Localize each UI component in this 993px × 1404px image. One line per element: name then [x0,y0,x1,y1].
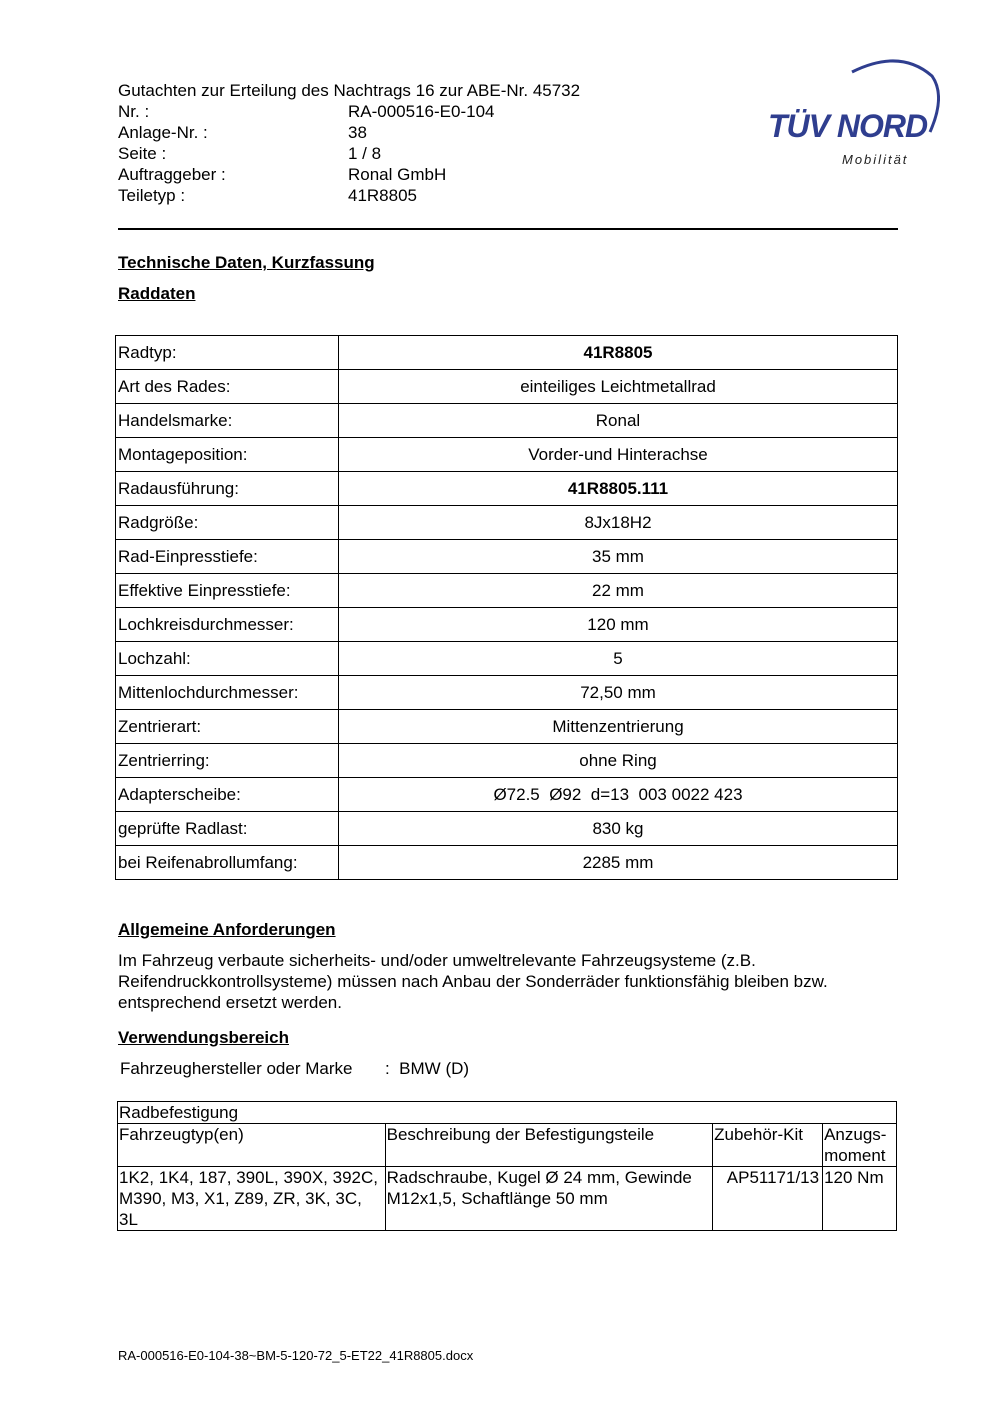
row-label: Radausführung: [116,472,339,506]
row-label: Mittenlochdurchmesser: [116,676,339,710]
row-label: Montageposition: [116,438,339,472]
header-value: RA-000516-E0-104 [348,102,495,121]
row-value: 41R8805 [339,336,898,370]
row-label: Radgröße: [116,506,339,540]
row-value: 8Jx18H2 [339,506,898,540]
column-header: Zubehör-Kit [713,1124,823,1167]
row-value: 72,50 mm [339,676,898,710]
row-value: 830 kg [339,812,898,846]
table-row [116,438,898,472]
row-label: Zentrierart: [116,710,339,744]
table-row [116,540,898,574]
vehicle-types-cell: 1K2, 1K4, 187, 390L, 390X, 392C, M390, M3, X1, Z89, ZR, 3K, 3C, 3L [118,1167,386,1231]
row-value: Vorder-und Hinterachse [339,438,898,472]
header-label: Auftraggeber : [118,165,226,184]
row-value: Ø72.5 Ø92 d=13 003 0022 423 [339,778,898,812]
row-value: 120 mm [339,608,898,642]
table-row [116,710,898,744]
row-value: 35 mm [339,540,898,574]
table-row [116,812,898,846]
heading-usage-scope: Verwendungsbereich [118,1028,289,1047]
tuv-nord-logo [760,56,940,171]
header-value: 1 / 8 [348,144,382,163]
fixing-description-cell: Radschraube, Kugel Ø 24 mm, Gewinde M12x1,5, Schaftlänge 50 mm [385,1167,713,1231]
header-value: Ronal GmbH [348,165,447,184]
header-row-client [118,164,638,185]
header-label: Nr. : [118,102,150,121]
footer-filename: RA-000516-E0-104-38~BM-5-120-72_5-ET22_41R8805.docx [118,1348,474,1363]
document-title: Gutachten zur Erteilung des Nachtrags 16 zur ABE-Nr. 45732 [118,81,581,100]
table-row [116,370,898,404]
header-title-row [118,80,638,101]
row-label: Adapterscheibe: [116,778,339,812]
table-row [116,608,898,642]
row-label: Rad-Einpresstiefe: [116,540,339,574]
column-header: Fahrzeugtyp(en) [118,1124,386,1167]
wheel-data-table [115,335,898,880]
row-label: Effektive Einpresstiefe: [116,574,339,608]
table-row [116,574,898,608]
row-value: einteiliges Leichtmetallrad [339,370,898,404]
heading-wheel-data: Raddaten [118,284,196,303]
header-label: Seite : [118,144,167,163]
header-value: 41R8805 [348,186,418,205]
header-row-page [118,143,638,164]
header-row-part-type [118,185,638,206]
table-row [118,1167,897,1231]
table-row [116,846,898,880]
heading-technical-data: Technische Daten, Kurzfassung [118,253,375,272]
table-row [116,778,898,812]
heading-general-requirements: Allgemeine Anforderungen [118,920,336,939]
table-row [116,472,898,506]
table-row [116,404,898,438]
table-row [116,336,898,370]
general-requirements-text: Im Fahrzeug verbaute sicherheits- und/oder umweltrelevante Fahrzeugsysteme (z.B. Reifendruckkontrollsysteme) müssen nach Anbau der Sonderräder funktionsfähig bleiben bzw. entsprechend ersetzt werden. [118,951,828,1012]
manufacturer-value: : BMW (D) [385,1059,470,1078]
table-row [116,506,898,540]
accessory-kit-cell: AP51171/13 [713,1167,823,1231]
row-value: 2285 mm [339,846,898,880]
row-label: bei Reifenabrollumfang: [116,846,339,880]
row-label: Lochkreisdurchmesser: [116,608,339,642]
row-label: Art des Rades: [116,370,339,404]
table-title-row [118,1102,897,1124]
header-divider [118,228,898,230]
row-value: 22 mm [339,574,898,608]
wheel-fixing-table [117,1101,897,1231]
table-header-row [118,1124,897,1167]
torque-cell: 120 Nm [823,1167,897,1231]
header-row-attachment [118,122,638,143]
manufacturer-label: Fahrzeughersteller oder Marke [120,1059,353,1078]
header-label: Anlage-Nr. : [118,123,208,142]
manufacturer-line [120,1059,469,1079]
table-row [116,642,898,676]
header-value: 38 [348,123,367,142]
row-value: Ronal [339,404,898,438]
column-header: Anzugs-moment [823,1124,897,1167]
document-header [118,80,638,206]
header-row-number [118,101,638,122]
column-header: Beschreibung der Befestigungsteile [385,1124,713,1167]
row-value: ohne Ring [339,744,898,778]
logo-subtitle: Mobilität [842,152,909,167]
row-label: Radtyp: [116,336,339,370]
header-label: Teiletyp : [118,186,186,205]
table-row [116,744,898,778]
row-value: Mittenzentrierung [339,710,898,744]
logo-wordmark: TÜV NORD [768,108,928,144]
row-label: Handelsmarke: [116,404,339,438]
row-label: Zentrierring: [116,744,339,778]
row-value: 41R8805.111 [339,472,898,506]
table-row [116,676,898,710]
table-title: Radbefestigung [118,1102,897,1124]
row-label: geprüfte Radlast: [116,812,339,846]
row-label: Lochzahl: [116,642,339,676]
row-value: 5 [339,642,898,676]
